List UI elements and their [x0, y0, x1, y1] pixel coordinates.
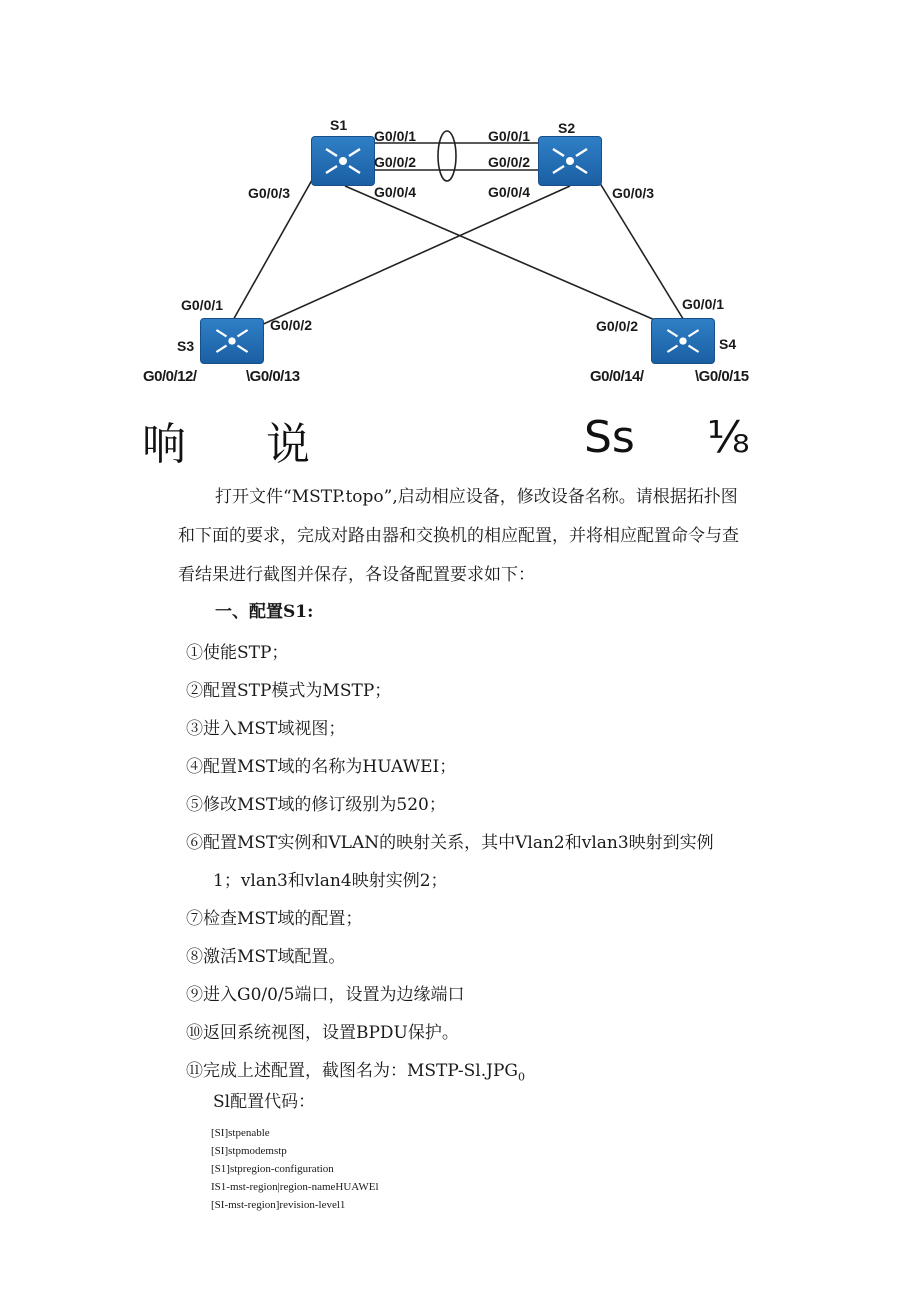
- bottom-port-label: \G0/0/13: [246, 368, 300, 385]
- port-label: G0/0/3: [248, 185, 291, 201]
- switch-s1: [311, 136, 375, 186]
- requirement-item: ①使能STP；: [186, 643, 289, 663]
- bottom-port-label: \G0/0/15: [695, 368, 749, 385]
- requirement-item: ⑤修改MST域的修订级别为520；: [186, 795, 446, 815]
- switch-icon: [201, 319, 263, 363]
- switch-label-s1: S1: [330, 117, 348, 133]
- garbled-char: ⅛: [707, 412, 750, 463]
- port-label: G0/0/2: [488, 154, 531, 170]
- intro-line-1: 打开文件“MSTP.topo”,启动相应设备，修改设备名称。请根据拓扑图: [215, 487, 738, 507]
- requirement-item: ④配置MST域的名称为HUAWEI；: [186, 757, 457, 777]
- code-line: [SI-mst-region]revision-level1: [211, 1199, 346, 1211]
- requirement-item: [186, 1056, 525, 1083]
- port-label: G0/0/1: [488, 128, 531, 144]
- port-label: G0/0/1: [181, 297, 224, 313]
- port-label: G0/0/4: [374, 184, 417, 200]
- link-s1-s4: [345, 186, 678, 330]
- requirement-item: ⑩返回系统视图，设置BPDU保护。: [186, 1023, 459, 1043]
- link-s1-s3: [232, 180, 312, 322]
- switch-label-s2: S2: [558, 120, 576, 136]
- switch-label-s4: S4: [719, 336, 737, 352]
- garbled-char: 响: [142, 419, 186, 470]
- intro-line-2: 和下面的要求，完成对路由器和交换机的相应配置，并将相应配置命令与查: [178, 526, 739, 546]
- port-label: G0/0/4: [488, 184, 531, 200]
- port-label: G0/0/3: [612, 185, 655, 201]
- intro-line-3: 看结果进行截图并保存，各设备配置要求如下：: [178, 565, 535, 585]
- code-line: IS1-mst-region|region-nameHUAWEl: [211, 1181, 379, 1193]
- switch-icon: [312, 137, 374, 185]
- item-subscript: 0: [517, 1070, 525, 1084]
- port-label: G0/0/1: [682, 296, 725, 312]
- section-title: 一、配置S1:: [215, 602, 314, 622]
- switch-s2: [538, 136, 602, 186]
- port-label: G0/0/2: [374, 154, 417, 170]
- code-line: [SI]stpenable: [211, 1127, 270, 1139]
- code-line: [SI]stpmodemstp: [211, 1145, 287, 1157]
- bottom-port-label: G0/0/12/: [143, 368, 197, 385]
- garbled-char: Ss: [584, 412, 635, 463]
- topology-links: [0, 0, 920, 400]
- requirement-item: ⑨进入G0/0/5端口，设置为边缘端口: [186, 985, 465, 1005]
- port-label: G0/0/2: [596, 318, 639, 334]
- link-s2-s3: [250, 186, 570, 330]
- item-text: ⑪完成上述配置，截图名为：MSTP-Sl.JPG: [186, 1061, 518, 1081]
- requirement-item: ⑦检查MST域的配置；: [186, 909, 363, 929]
- requirement-item: ⑧激活MST域配置。: [186, 947, 346, 967]
- eth-trunk-marker: [438, 131, 456, 181]
- port-label: G0/0/1: [374, 128, 417, 144]
- switch-s4: [651, 318, 715, 364]
- requirement-item-continuation: 1；vlan3和vlan4映射实例2；: [213, 871, 448, 891]
- code-line: [S1]stpregion-configuration: [211, 1163, 334, 1175]
- bottom-port-label: G0/0/14/: [590, 368, 644, 385]
- port-label: G0/0/2: [270, 317, 313, 333]
- requirement-item: ③进入MST域视图；: [186, 719, 346, 739]
- requirement-item: ②配置STP模式为MSTP；: [186, 681, 392, 701]
- code-label: Sl配置代码：: [213, 1092, 316, 1112]
- garbled-char: 说: [266, 419, 310, 470]
- switch-icon: [652, 319, 714, 363]
- requirement-item: ⑥配置MST实例和VLAN的映射关系，其中Vlan2和vlan3映射到实例: [186, 833, 714, 853]
- switch-label-s3: S3: [177, 338, 195, 354]
- switch-s3: [200, 318, 264, 364]
- switch-icon: [539, 137, 601, 185]
